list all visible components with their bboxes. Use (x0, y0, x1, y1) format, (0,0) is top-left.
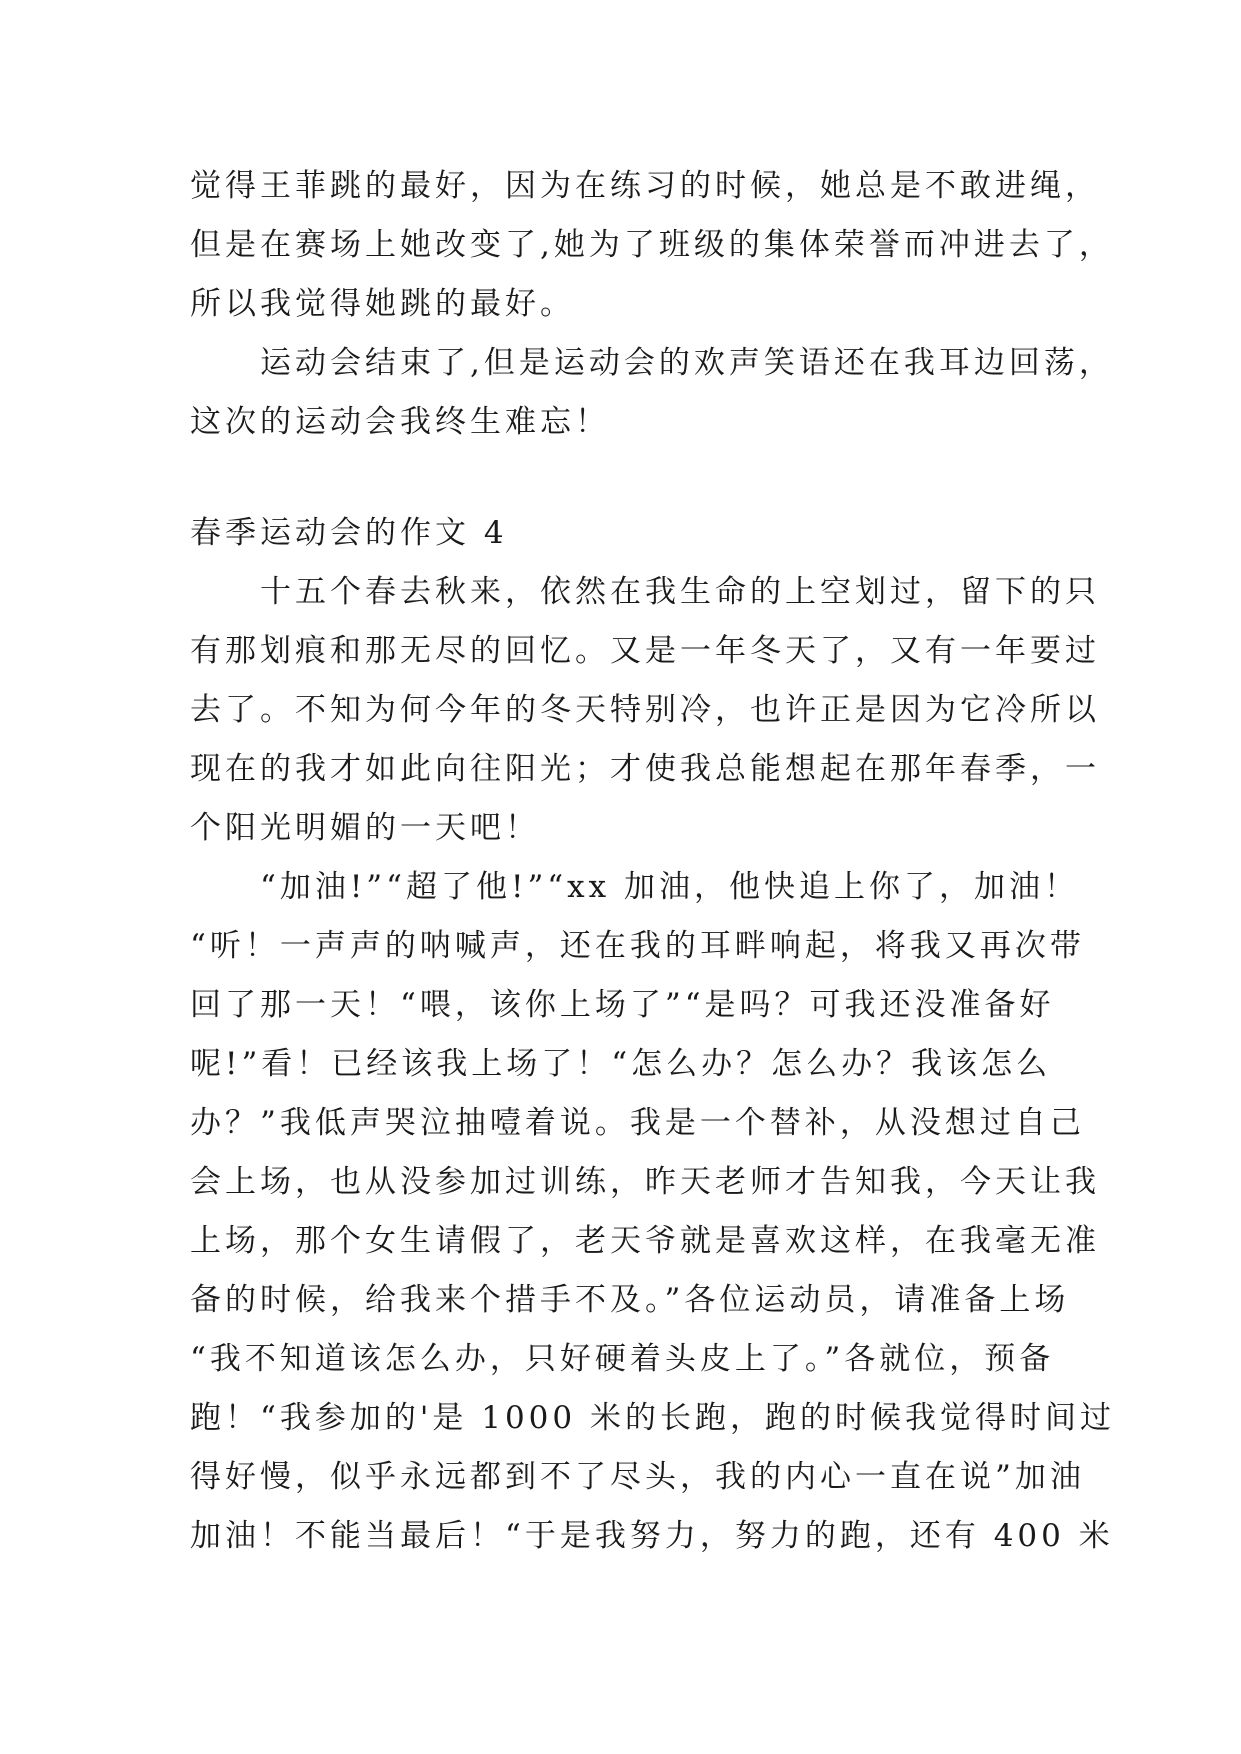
paragraph-line: 现在的我才如此向往阳光；才使我总能想起在那年春季，一 (190, 751, 1100, 787)
paragraph-line: 备的时候，给我来个措手不及。”各位运动员，请准备上场 (190, 1282, 1070, 1318)
paragraph-line: 呢!”看！已经该我上场了！“怎么办？怎么办？我该怎么 (190, 1046, 1052, 1082)
paragraph-line: 十五个春去秋来，依然在我生命的上空划过，留下的只 (190, 574, 1100, 610)
paragraph-line: 回了那一天！“喂，该你上场了”“是吗？可我还没准备好 (190, 987, 1055, 1023)
paragraph-line: 去了。不知为何今年的冬天特别冷，也许正是因为它冷所以 (190, 692, 1100, 728)
paragraph-line: 觉得王菲跳的最好，因为在练习的时候，她总是不敢进绳， (190, 168, 1100, 204)
paragraph-line: 办？”我低声哭泣抽噎着说。我是一个替补，从没想过自己 (190, 1105, 1085, 1141)
paragraph-line: “听！一声声的呐喊声，还在我的耳畔响起，将我又再次带 (190, 928, 1085, 964)
paragraph-line: 运动会结束了,但是运动会的欢声笑语还在我耳边回荡， (190, 345, 1114, 381)
paragraph-line: 所以我觉得她跳的最好。 (190, 286, 575, 322)
paragraph-line: 个阳光明媚的一天吧！ (190, 810, 540, 846)
paragraph-line: 上场，那个女生请假了，老天爷就是喜欢这样，在我毫无准 (190, 1223, 1100, 1259)
paragraph-line: 这次的运动会我终生难忘！ (190, 404, 610, 440)
paragraph-line: 有那划痕和那无尽的回忆。又是一年冬天了，又有一年要过 (190, 633, 1100, 669)
paragraph-line: 得好慢，似乎永远都到不了尽头，我的内心一直在说”加油 (190, 1459, 1085, 1495)
paragraph-line: “我不知道该怎么办，只好硬着头皮上了。”各就位，预备 (190, 1341, 1055, 1377)
paragraph-line: 加油！不能当最后！“于是我努力，努力的跑，还有 400 米 (190, 1518, 1114, 1554)
essay-title: 春季运动会的作文 4 (190, 515, 508, 551)
paragraph-line: 跑！“我参加的'是 1000 米的长跑，跑的时候我觉得时间过 (190, 1400, 1115, 1436)
paragraph-line: 会上场，也从没参加过训练，昨天老师才告知我，今天让我 (190, 1164, 1100, 1200)
paragraph-line: “加油!”“超了他!”“xx 加油，他快追上你了，加油！ (190, 869, 1079, 905)
paragraph-line: 但是在赛场上她改变了,她为了班级的集体荣誉而冲进去了， (190, 227, 1114, 263)
